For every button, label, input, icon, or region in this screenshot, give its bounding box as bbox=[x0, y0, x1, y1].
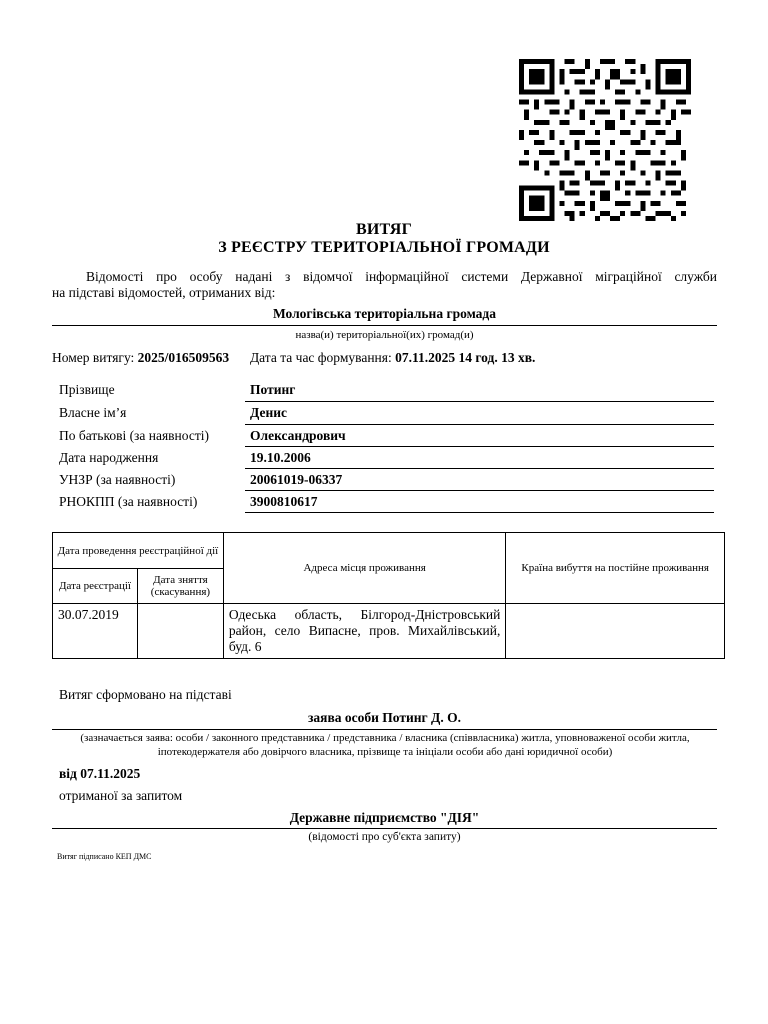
patronymic-underline bbox=[245, 446, 714, 447]
unzr-label: УНЗР (за наявності) bbox=[59, 472, 176, 487]
subject-underline bbox=[52, 828, 717, 829]
given-name-label: Власне ім’я bbox=[59, 405, 127, 420]
given-name-underline bbox=[245, 424, 714, 425]
intro-line-2: на підставі відомостей, отриманих від: bbox=[52, 285, 276, 300]
basis-label: Витяг сформовано на підставі bbox=[59, 687, 232, 702]
request-label: отриманої за запитом bbox=[59, 788, 183, 803]
extract-number-label: Номер витягу: bbox=[52, 350, 135, 365]
surname-underline bbox=[245, 401, 714, 402]
birth-date-label: Дата народження bbox=[59, 450, 159, 465]
qr-code-icon bbox=[519, 59, 691, 221]
surname-label: Прізвище bbox=[59, 382, 115, 397]
subject-name: Державне підприємство "ДІЯ" bbox=[289, 810, 480, 825]
basis-underline bbox=[52, 729, 717, 730]
basis-date: від 07.11.2025 bbox=[59, 766, 141, 781]
intro-paragraph bbox=[52, 269, 717, 301]
community-caption: назва(и) територіальної(их) громад(и) bbox=[295, 329, 474, 341]
reg-date-header: Дата реєстрації bbox=[53, 569, 138, 604]
basis-value: заява особи Потинг Д. О. bbox=[308, 710, 461, 725]
extract-datetime-label: Дата та час формування: bbox=[249, 350, 392, 365]
intro-line-1: Відомості про особу надані з відомчої інформаційної системи Державної міграційної служби bbox=[86, 269, 717, 284]
document-title: ВИТЯГ bbox=[356, 221, 412, 238]
extract-datetime-value: 07.11.2025 14 год. 13 хв. bbox=[395, 350, 536, 365]
rnokpp-underline bbox=[245, 512, 714, 513]
given-name-value: Денис bbox=[250, 405, 287, 420]
extract-info-line bbox=[52, 350, 535, 366]
address-cell: Одеська область, Білгород-Дністровський район, село Випасне, пров. Михайлівський, буд. 6 bbox=[223, 604, 506, 659]
community-underline bbox=[52, 325, 717, 326]
extract-number-value: 2025/016509563 bbox=[137, 350, 230, 365]
surname-value: Потинг bbox=[250, 382, 296, 397]
basis-note: (зазначається заява: особи / законного представника / представника / власника (співвласника) житла, уповноваженої особи житла, іпотекодержателя або довірчого власника, прізвище та ініціали особи або дані юридичної особи) bbox=[80, 732, 690, 758]
dereg-date-cell bbox=[137, 604, 223, 659]
registration-table bbox=[52, 532, 725, 659]
subject-caption: (відомості про суб'єкта запиту) bbox=[308, 831, 461, 843]
table-header-row bbox=[53, 533, 725, 569]
unzr-underline bbox=[245, 490, 714, 491]
rnokpp-label: РНОКПП (за наявності) bbox=[59, 494, 198, 509]
address-header: Адреса місця проживання bbox=[223, 533, 506, 604]
reg-date-cell: 30.07.2019 bbox=[53, 604, 138, 659]
document-subtitle: З РЕЄСТРУ ТЕРИТОРІАЛЬНОЇ ГРОМАДИ bbox=[218, 239, 550, 256]
birth-date-underline bbox=[245, 468, 714, 469]
country-header: Країна вибуття на постійне проживання bbox=[506, 533, 725, 604]
dereg-date-header: Дата зняття (скасування) bbox=[137, 569, 223, 604]
community-name: Мологівська територіальна громада bbox=[272, 306, 497, 321]
table-row bbox=[53, 604, 725, 659]
patronymic-label: По батькові (за наявності) bbox=[59, 428, 210, 443]
signature-note: Витяг підписано КЕП ДМС bbox=[57, 852, 152, 861]
rnokpp-value: 3900810617 bbox=[250, 494, 318, 509]
unzr-value: 20061019-06337 bbox=[250, 472, 343, 487]
reg-action-date-header: Дата проведення реєстраційної дії bbox=[53, 533, 224, 569]
country-cell bbox=[506, 604, 725, 659]
birth-date-value: 19.10.2006 bbox=[250, 450, 311, 465]
patronymic-value: Олександрович bbox=[250, 428, 346, 443]
